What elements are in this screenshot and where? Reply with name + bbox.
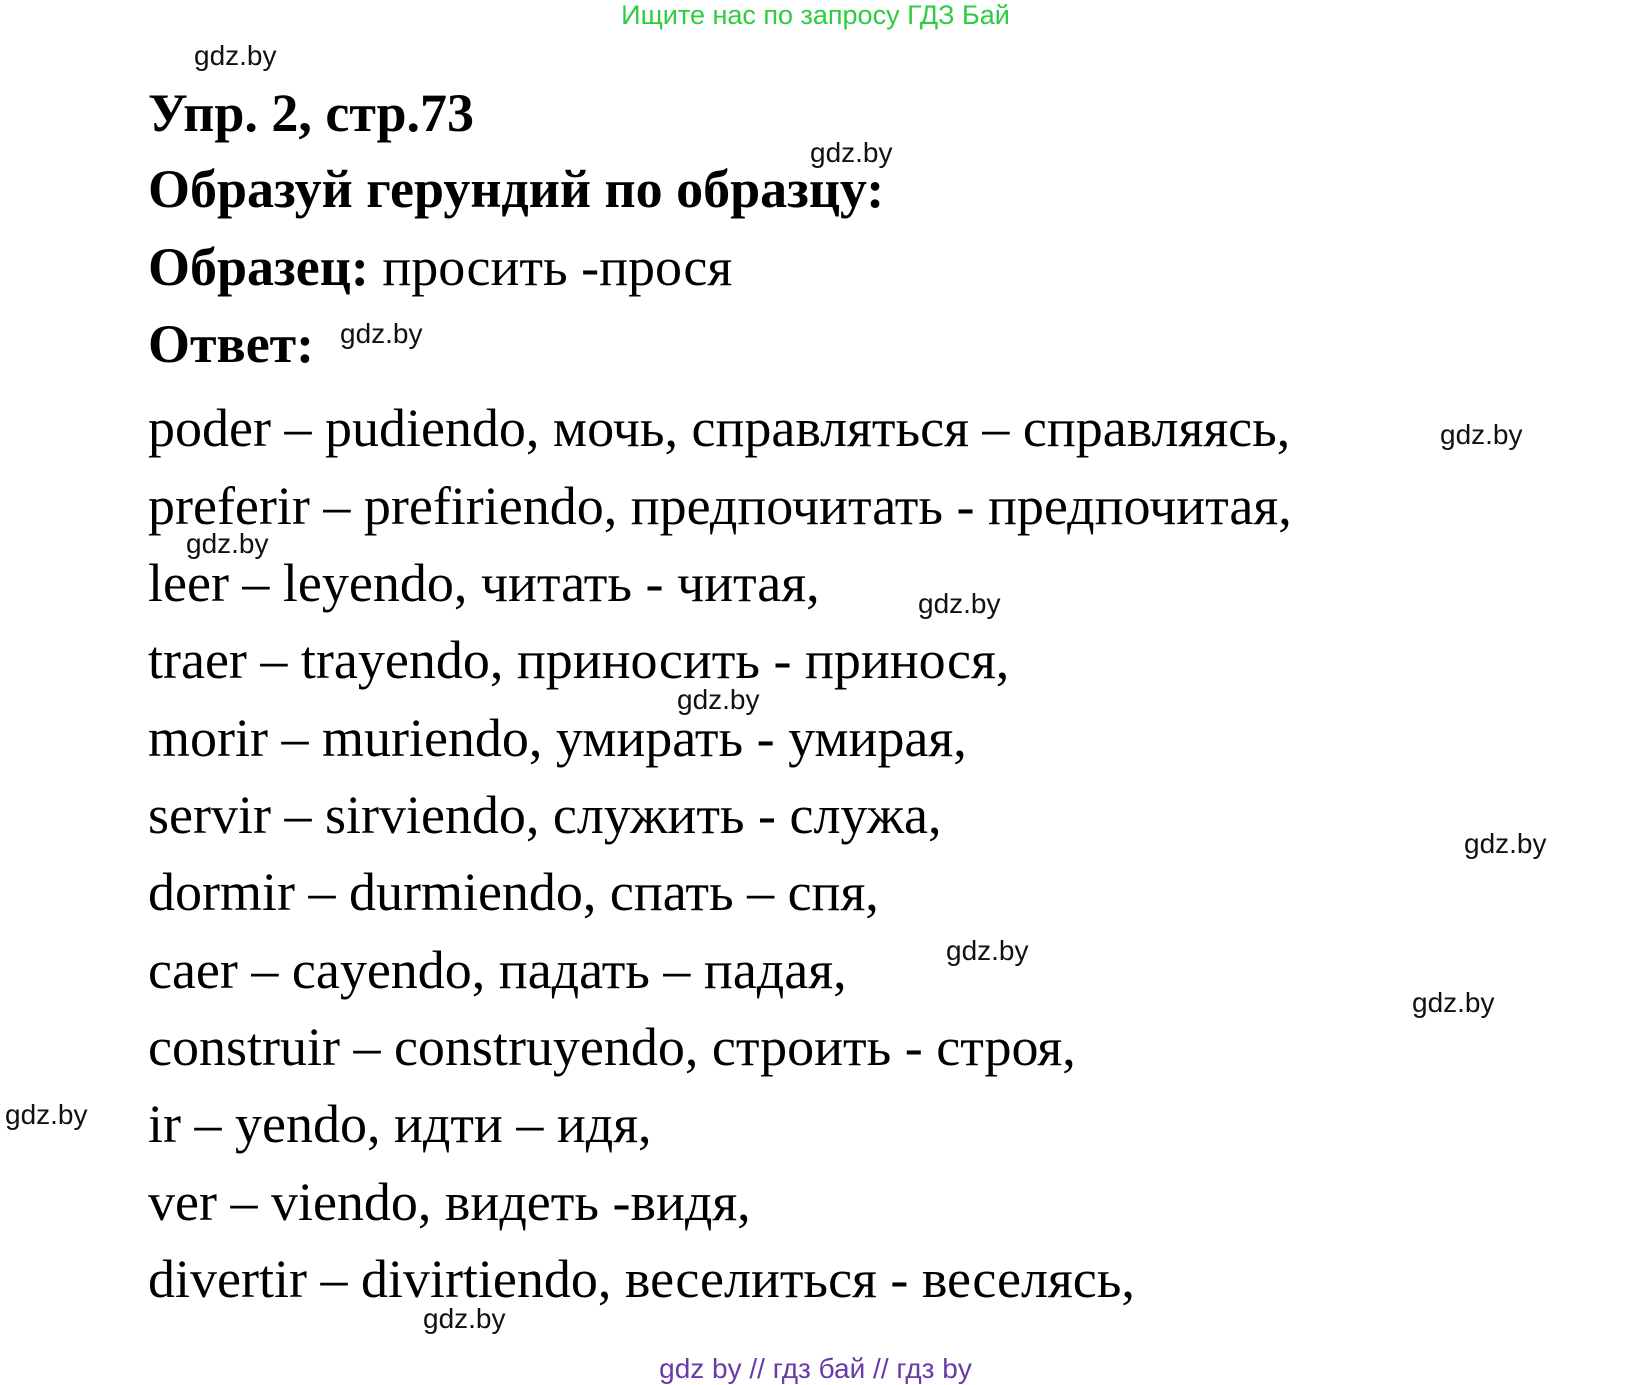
watermark: gdz.by bbox=[946, 935, 1029, 966]
watermark: gdz.by bbox=[1464, 828, 1547, 859]
task-text: Образуй герундий по образцу: bbox=[148, 159, 885, 219]
watermark: gdz.by bbox=[918, 588, 1001, 619]
answer-line: morir – muriendo, умирать - умирая, bbox=[148, 708, 967, 768]
watermark: gdz.by bbox=[340, 318, 423, 349]
answer-line: caer – cayendo, падать – падая, bbox=[148, 940, 847, 1000]
answer-line: construir – construyendo, строить - строя, bbox=[148, 1017, 1076, 1077]
watermark: gdz.by bbox=[677, 684, 760, 715]
search-banner: Ищите нас по запросу ГДЗ Бай bbox=[621, 0, 1010, 30]
answer-line: traer – trayendo, приносить - принося, bbox=[148, 630, 1010, 690]
sample-row bbox=[148, 236, 732, 298]
sample-text: просить -прося bbox=[368, 237, 733, 297]
watermark: gdz.by bbox=[194, 40, 277, 71]
answer-line: divertir – divirtiendo, веселиться - веселясь, bbox=[148, 1249, 1135, 1309]
exercise-title: Упр. 2, стр.73 bbox=[148, 83, 475, 143]
sample-label: Образец: bbox=[148, 237, 369, 297]
answer-line: leer – leyendo, читать - читая, bbox=[148, 553, 820, 613]
answer-label: Ответ: bbox=[148, 314, 315, 374]
watermark: gdz.by bbox=[1440, 419, 1523, 450]
answer-line: servir – sirviendo, служить - служа, bbox=[148, 785, 942, 845]
answer-line: dormir – durmiendo, спать – спя, bbox=[148, 862, 879, 922]
watermark: gdz.by bbox=[186, 528, 269, 559]
watermark: gdz.by bbox=[810, 137, 893, 168]
watermark: gdz.by bbox=[1412, 987, 1495, 1018]
answer-line: preferir – prefiriendo, предпочитать - предпочитая, bbox=[148, 476, 1292, 536]
answer-line: ver – viendo, видеть -видя, bbox=[148, 1172, 751, 1232]
answer-line: ir – yendo, идти – идя, bbox=[148, 1094, 652, 1154]
watermark: gdz.by bbox=[5, 1099, 88, 1130]
watermark: gdz.by bbox=[423, 1303, 506, 1334]
footer-watermark: gdz by // гдз бай // гдз by bbox=[659, 1353, 972, 1384]
answer-line: poder – pudiendo, мочь, справляться – справляясь, bbox=[148, 398, 1291, 458]
